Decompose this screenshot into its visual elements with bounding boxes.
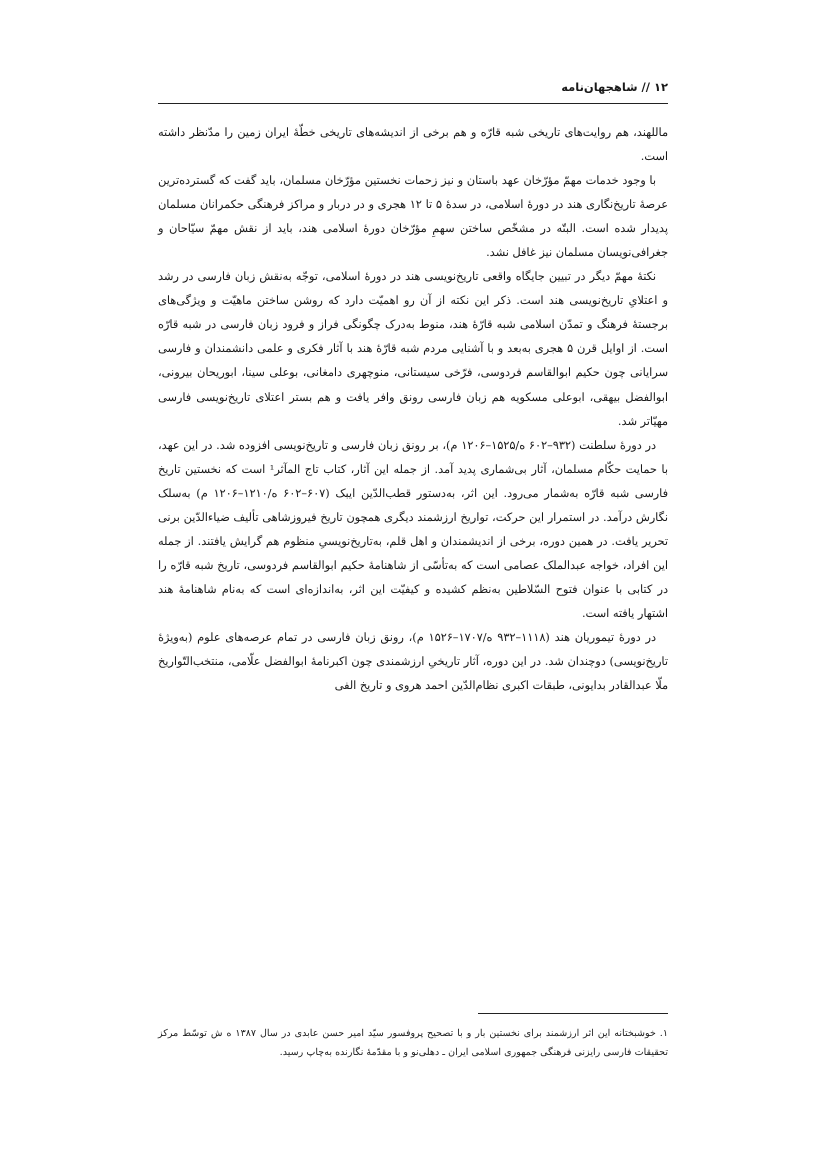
- paragraph-5: در دورهٔ تیموریان هند (۱۱۱۸–۹۳۲ ه/۱۷۰۷–۱۵۲۶ م)، رونق زبان فارسی در تمام عرصه‌های علوم (به‌ویژهٔ تاریخ‌نویسی) دوچندان شد. در این دوره، آثار تاریخیِ ارزشمندی چون اکبرنامهٔ ابوالفضل علّامی، منتخب‌التّواریخ ملّا عبدالقادر بدایونی، طبقات اکبری نظام‌الدّین احمد هروی و تاریخ الفی: [158, 630, 668, 693]
- paragraph-2: با وجود خدمات مهمّ مؤرّخان عهد باستان و نیز زحمات نخستین مؤرّخان مسلمان، باید گفت که گسترده‌ترین عرصهٔ تاریخ‌نگاری هند در دورهٔ اسلامی، در سدهٔ ۵ تا ۱۲ هجری و در دربار و مراکز فرهنگی حکمرانان مسلمان پدیدار شده است. البتّه در مشخّص ساختن سهمِ مؤرّخان دورهٔ اسلامی هند، باید از نقش مهمّ سیّاحان و جغرافی‌نویسان مسلمان نیز غافل نشد.: [158, 174, 668, 260]
- footnote-1: ۱. خوشبختانه این اثر ارزشمند برای نخستین بار و با تصحیح پروفسور سیّد امیر حسن عابدی در سال ۱۳۸۷ ه‌ ش توسّط مرکز تحقیقات فارسی رایزنی فرهنگی جمهوری اسلامی ایران ـ دهلی‌نو و با مقدّمهٔ نگارنده به‌چاپ رسید.: [158, 1028, 668, 1058]
- footnote: [158, 1024, 668, 1062]
- paragraph-1: ماللهند، هم روایت‌های تاریخی شبه قارّه و هم برخی از اندیشه‌های تاریخی خطّهٔ ایران زمین را مدّنظر داشته است.: [158, 126, 668, 164]
- header-rule: [158, 103, 668, 104]
- paragraph-4: در دورهٔ سلطنت (۹۳۲–۶۰۲ ه/۱۵۲۵–۱۲۰۶ م)، بر رونق زبان فارسی و تاریخ‌نویسی افزوده شد. در این عهد، با حمایت حکّام مسلمان، آثار بی‌شماری پدید آمد. از جمله این آثار، کتاب تاج المآثر¹ است که نخستین تاریخ فارسی شبه قارّه به‌شمار می‌رود. این اثر، به‌دستور قطب‌الدّین ایبک (۶۰۷–۶۰۲ ه/۱۲۱۰–۱۲۰۶ م) به‌سلک نگارش درآمد. در استمرار این حرکت، تواریخ ارزشمند دیگری همچون تاریخ فیروزشاهی تألیف ضیاءالدّین برنی تحریر یافت. در همین دوره، برخی از اندیشمندان و اهل قلم، به‌تاریخ‌نویسیِ منظوم هم گرایش یافتند. از جمله این افراد، خواجه عبدالملک عصامی است که به‌تأسّی از شاهنامهٔ حکیم ابوالقاسم فردوسی، تاریخ شبه قارّه را در کتابی با عنوان فتوح السّلاطین به‌نظم کشیده و کیفیّت این اثر، به‌اندازه‌ای است که به‌نام شاهنامهٔ هند اشتهار یافته است.: [158, 438, 668, 620]
- body-text: [158, 121, 668, 698]
- running-header: ۱۲ // شاهجهان‌نامه: [561, 80, 668, 94]
- paragraph-3: نکتهٔ مهمّ دیگر در تبیین جایگاه واقعی تاریخ‌نویسی هند در دورهٔ اسلامی، توجّه به‌نقش زبان فارسی در رشد و اعتلایِ تاریخ‌نویسی هند است. ذکر این نکته از آن رو اهمیّت دارد که روشن ساختن ماهیّت و ویژگی‌های برجستهٔ فرهنگ و تمدّن اسلامی شبه قارّهٔ هند، منوط به‌درک چگونگی فراز و فرود زبان فارسی در شبه قارّه است. از اوایل قرن ۵ هجری به‌بعد و با آشنایی مردم شبه قارّهٔ هند با آثار فکری و علمی دانشمندان و فارسی سرایانی چون حکیم ابوالقاسم فردوسی، فرّخی سیستانی، منوچهری دامغانی، بوعلی سینا، ابوریحان بیرونی، ابوالفضل بیهقی، ابوعلی مسکویه هم زبان فارسی رونق وافر یافت و هم بستر اعتلای تاریخ‌نویسی فارسی مهیّاتر شد.: [158, 270, 668, 428]
- footnote-rule: [478, 1013, 668, 1014]
